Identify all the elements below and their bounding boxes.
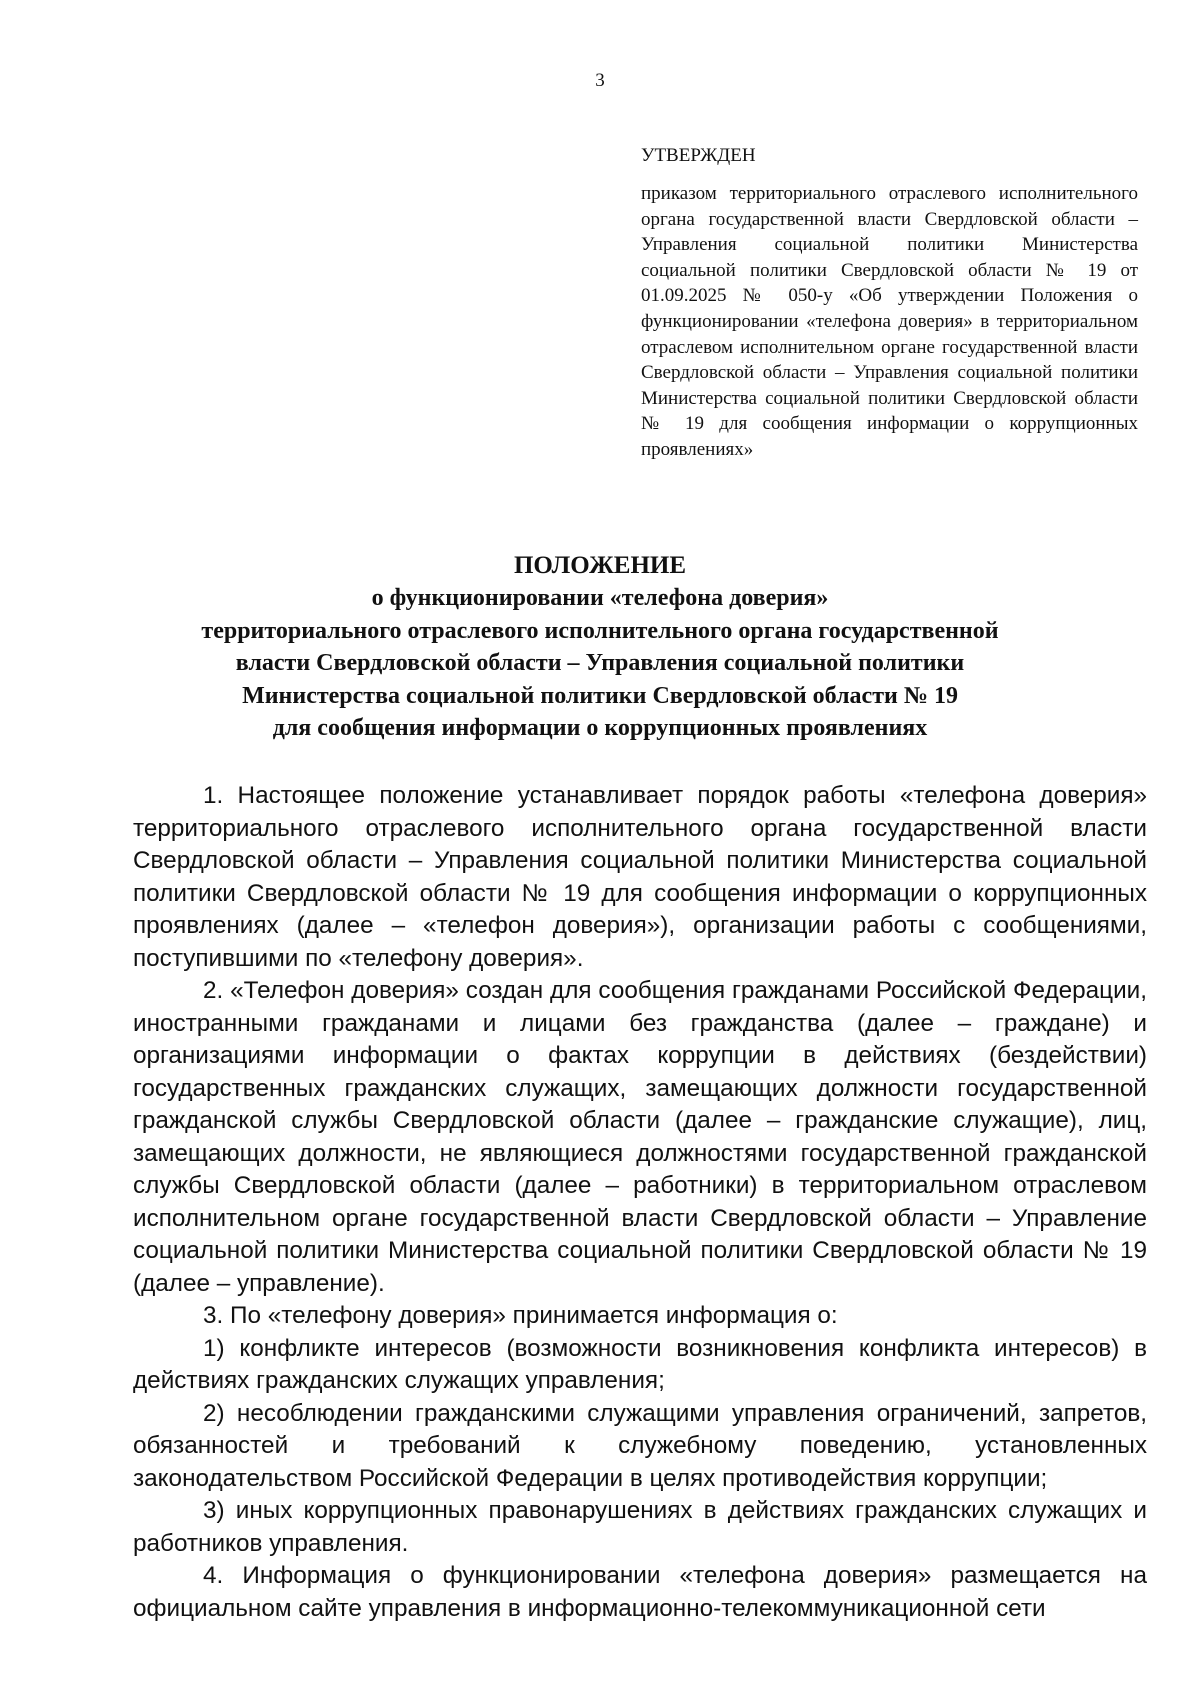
approval-heading: УТВЕРЖДЕН — [641, 145, 756, 166]
title-line: для сообщения информации о коррупционных проявлениях — [272, 715, 928, 742]
paragraph: 3. По «телефону доверия» принимается информация о: — [203, 1302, 838, 1329]
title-line: Министерства социальной политики Свердловской области № 19 — [242, 682, 958, 709]
paragraph: 4. Информация о функционировании «телефона доверия» размещается на официальном сайте управления в информационно-телекоммуникационной сети — [133, 1562, 1147, 1622]
title-line: власти Свердловской области – Управления социальной политики — [235, 650, 965, 677]
title-line: о функционировании «телефона доверия» — [371, 585, 829, 611]
approval-block — [641, 143, 1138, 463]
title-main: ПОЛОЖЕНИЕ — [513, 552, 687, 579]
title-line: территориального отраслевого исполнительного органа государственной — [201, 617, 999, 644]
paragraph: 3) иных коррупционных правонарушениях в действиях гражданских служащих и работников управления. — [133, 1497, 1147, 1557]
approval-text: приказом территориального отраслевого исполнительного органа государственной власти Свердловской области – Управления социальной политики Министерства социальной политики Свердловской области № 19 от 01.09.2025 № 050-у «Об утверждении Положения о функционировании «телефона доверия» в территориальном отраслевом исполнительном органе государственной власти Свердловской области – Управления социальной политики Министерства социальной политики Свердловской области № 19 для сообщения информации о коррупционных проявлениях» — [641, 183, 1138, 460]
document-title — [130, 549, 1070, 745]
paragraph: 2) несоблюдении гражданскими служащими управления ограничений, запретов, обязанностей и требований к служебному поведению, установленных законодательством Российской Федерации в целях противодействия коррупции; — [133, 1399, 1147, 1492]
page-number: 3 — [595, 70, 605, 91]
paragraph: 2. «Телефон доверия» создан для сообщения гражданами Российской Федерации, иностранными гражданами и лицами без гражданства (далее – граждане) и организациями информации о фактах коррупции в действиях (бездействии) государственных гражданских служащих, замещающих должности государственной гражданской службы Свердловской области (далее – гражданские служащие), лиц, замещающих должности, не являющиеся должностями государственной гражданской службы Свердловской области (далее – работники) в территориальном отраслевом исполнительном органе государственной власти Свердловской области – Управление социальной политики Министерства социальной политики Свердловской области № 19 (далее – управление). — [133, 977, 1147, 1297]
document-body — [133, 780, 1147, 1625]
paragraph: 1. Настоящее положение устанавливает порядок работы «телефона доверия» территориального отраслевого исполнительного органа государственной власти Свердловской области – Управления социальной политики Министерства социальной политики Свердловской области № 19 для сообщения информации о коррупционных проявлениях (далее – «телефон доверия»), организации работы с сообщениями, поступившими по «телефону доверия». — [133, 782, 1147, 972]
paragraph: 1) конфликте интересов (возможности возникновения конфликта интересов) в действиях гражданских служащих управления; — [133, 1334, 1147, 1394]
